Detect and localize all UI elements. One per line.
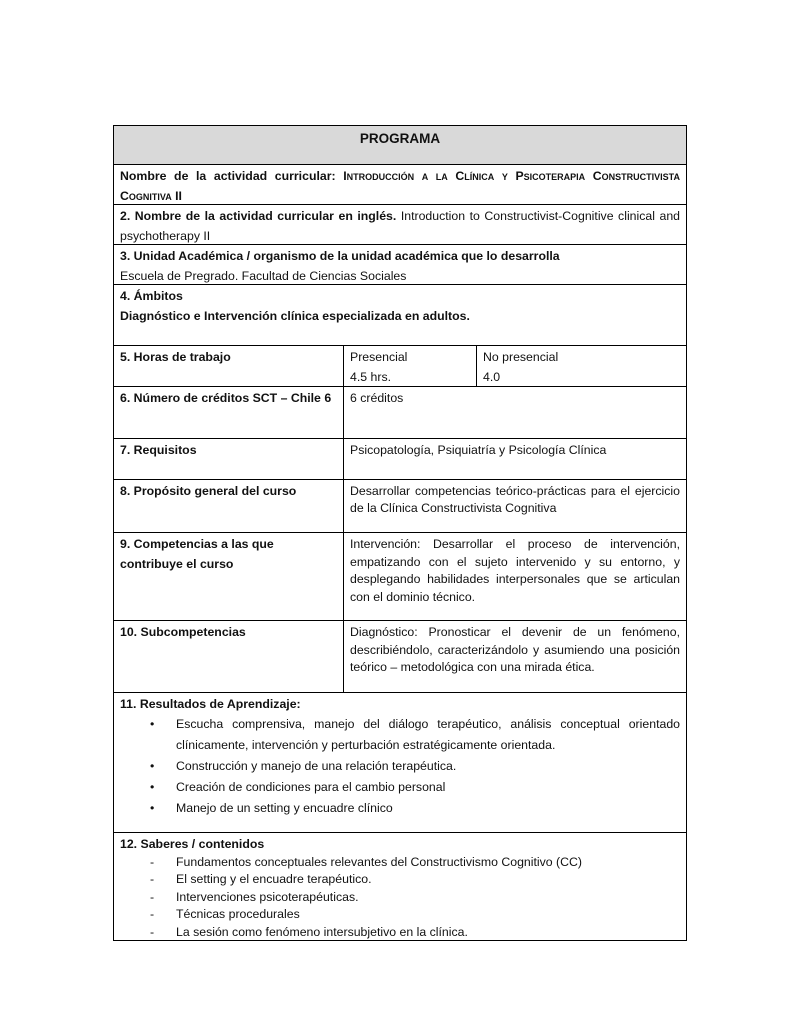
label: 2. Nombre de la actividad curricular en inglés. (120, 209, 397, 223)
label: Nombre de la actividad curricular: (120, 169, 336, 183)
list-item: • Creación de condiciones para el cambio personal (150, 777, 680, 798)
creditos-label: 6. Número de créditos SCT – Chile 6 (113, 386, 344, 439)
row-resultados (113, 692, 687, 833)
value: Escuela de Pregrado. Facultad de Ciencias Sociales (120, 269, 407, 283)
table-title: PROGRAMA (113, 125, 687, 165)
horas-presencial (343, 345, 477, 387)
value: 4.0 (483, 370, 501, 384)
proposito-label: 8. Propósito general del curso (113, 479, 344, 533)
label: 12. Saberes / contenidos (120, 837, 265, 851)
list-item: • Escucha comprensiva, manejo del diálogo terapéutico, análisis conceptual orientado clínicamente, intervención y perturbación estratégicamente orientada. (150, 714, 680, 756)
proposito-value: Desarrollar competencias teórico-prácticas para el ejercicio de la Clínica Constructivista Cognitiva (343, 479, 687, 533)
list-item: - Técnicas procedurales (150, 906, 680, 924)
value: Introduction to Constructivist-Cognitive clinical and psychotherapy II (120, 209, 680, 243)
value: Diagnóstico e Intervención clínica especializada en adultos. (120, 309, 470, 323)
row-saberes (113, 832, 687, 941)
label: 3. Unidad Académica / organismo de la unidad académica que lo desarrolla (120, 249, 560, 263)
horas-label: 5. Horas de trabajo (113, 345, 344, 387)
list-item: - La sesión como fenómeno intersubjetivo en la clínica. (150, 924, 680, 942)
competencias-label: 9. Competencias a las que contribuye el curso (113, 532, 344, 621)
competencias-value: Intervención: Desarrollar el proceso de intervención, empatizando con el sujeto intervenido y su entorno, y desplegando habilidades interpersonales que se articulan con el dominio técnico. (343, 532, 687, 621)
value: 4.5 hrs. (350, 370, 392, 384)
requisitos-value: Psicopatología, Psiquiatría y Psicología Clínica (343, 438, 687, 480)
subcompetencias-label: 10. Subcompetencias (113, 620, 344, 693)
list-item: - Fundamentos conceptuales relevantes del Constructivismo Cognitivo (CC) (150, 854, 680, 872)
list-item: - Intervenciones psicoterapéuticas. (150, 889, 680, 907)
list-item: - El setting y el encuadre terapéutico. (150, 871, 680, 889)
list-item: • Manejo de un setting y encuadre clínico (150, 798, 680, 819)
subcompetencias-value: Diagnóstico: Pronosticar el devenir de un fenómeno, describiéndolo, caracterizándolo y asumiendo una posición teórico – metodológica con una mirada ética. (343, 620, 687, 693)
row-unidad (113, 244, 687, 285)
value: Introducción a la Clínica y Psicoterapia Constructivista Cognitiva II (120, 169, 680, 203)
creditos-value: 6 créditos (343, 386, 687, 439)
row-nombre-ingles (113, 204, 687, 245)
label: 4. Ámbitos (120, 289, 183, 303)
label: Presencial (350, 350, 408, 364)
list-item: • Construcción y manejo de una relación terapéutica. (150, 756, 680, 777)
row-ambitos (113, 284, 687, 346)
horas-no-presencial (476, 345, 687, 387)
requisitos-label: 7. Requisitos (113, 438, 344, 480)
label: 11. Resultados de Aprendizaje: (120, 697, 301, 711)
label: No presencial (483, 350, 559, 364)
row-nombre (113, 164, 687, 205)
